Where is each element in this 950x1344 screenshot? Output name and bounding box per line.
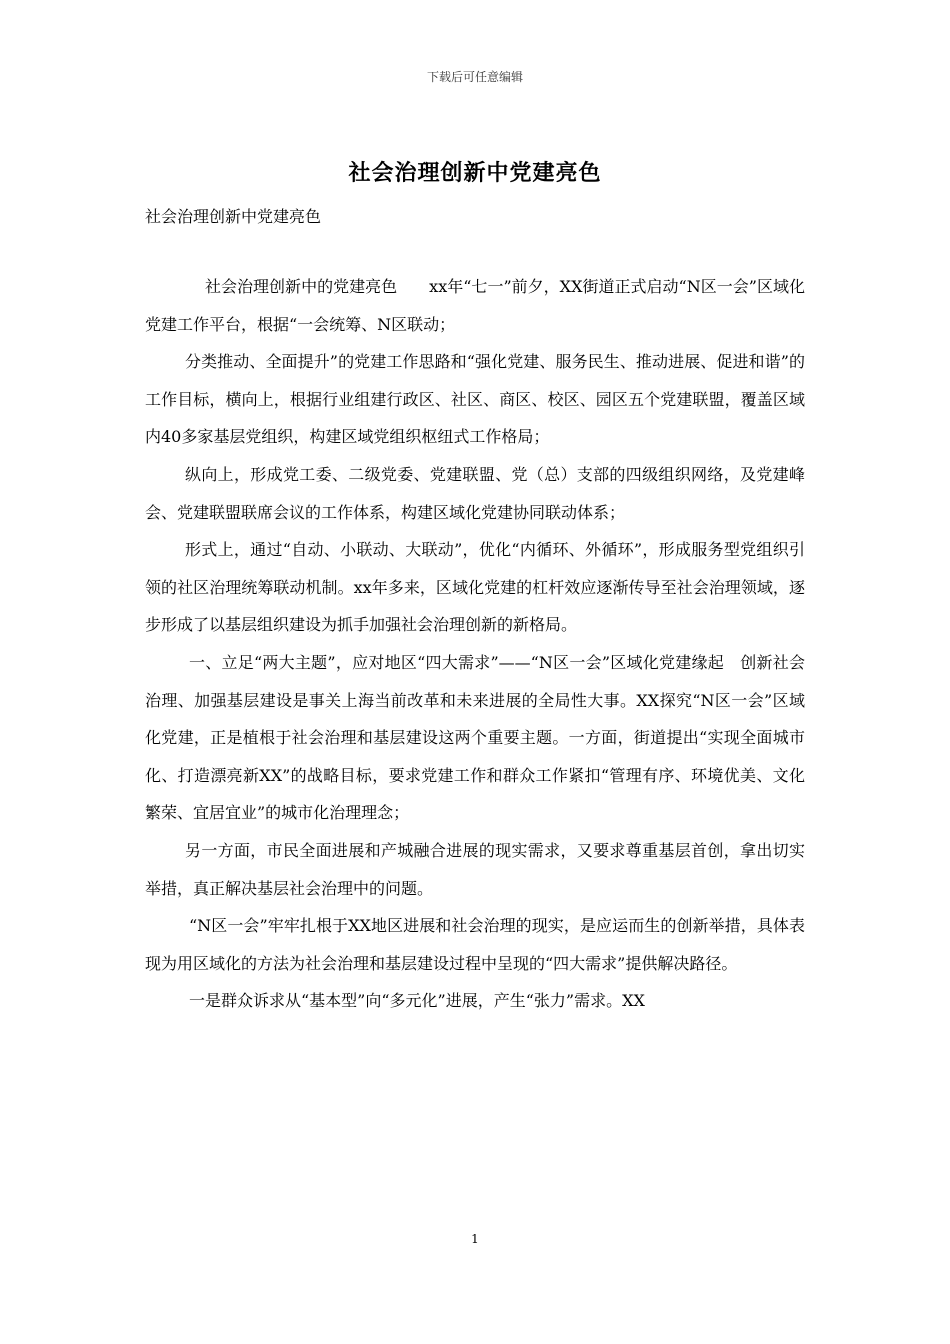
document-subtitle: 社会治理创新中党建亮色 xyxy=(145,207,322,226)
paragraph: “N区一会”牢牢扎根于XX地区进展和社会治理的现实，是应运而生的创新举措，具体表现为用区域化的方法为社会治理和基层建设过程中呈现的“四大需求”提供解决路径。 xyxy=(145,916,805,973)
page-number: 1 xyxy=(471,1232,479,1246)
document-title: 社会治理创新中党建亮色 xyxy=(348,160,602,186)
paragraph: 一是群众诉求从“基本型”向“多元化”进展，产生“张力”需求。XX xyxy=(189,991,645,1011)
paragraph: 另一方面，市民全面进展和产城融合进展的现实需求，又要求尊重基层首创，拿出切实举措，真正解决基层社会治理中的问题。 xyxy=(145,840,805,898)
paragraph: 一、立足“两大主题”，应对地区“四大需求”——“N区一会”区域化党建缘起 创新社会治理、加强基层建设是事关上海当前改革和未来进展的全局性大事。XX探究“N区一会”区域化党建，正是植根于社会治理和基层建设这两个重要主题。一方面，街道提出“实现全面城市化、打造漂亮新XX”的战略目标，要求党建工作和群众工作紧扣“管理有序、环境优美、文化繁荣、宜居宜业”的城市化治理理念； xyxy=(145,652,805,823)
page-header: 下载后可任意编辑 xyxy=(426,70,523,84)
paragraph: 分类推动、全面提升”的党建工作思路和“强化党建、服务民生、推动进展、促进和谐”的工作目标，横向上，根据行业组建行政区、社区、商区、校区、园区五个党建联盟，覆盖区域内40多家基层党组织，构建区域党组织枢纽式工作格局； xyxy=(145,352,805,447)
paragraph: 社会治理创新中的党建亮色 xx年“七一”前夕，XX街道正式启动“N区一会”区域化党建工作平台，根据“一会统筹、N区联动； xyxy=(145,277,805,334)
paragraph: 形式上，通过“自动、小联动、大联动”，优化“内循环、外循环”，形成服务型党组织引领的社区治理统筹联动机制。xx年多来，区域化党建的杠杆效应逐渐传导至社会治理领域，逐步形成了以基层组织建设为抓手加强社会治理创新的新格局。 xyxy=(145,540,805,635)
document-body xyxy=(145,268,805,1020)
paragraph: 纵向上，形成党工委、二级党委、党建联盟、党（总）支部的四级组织网络，及党建峰会、党建联盟联席会议的工作体系，构建区域化党建协同联动体系； xyxy=(145,464,805,522)
